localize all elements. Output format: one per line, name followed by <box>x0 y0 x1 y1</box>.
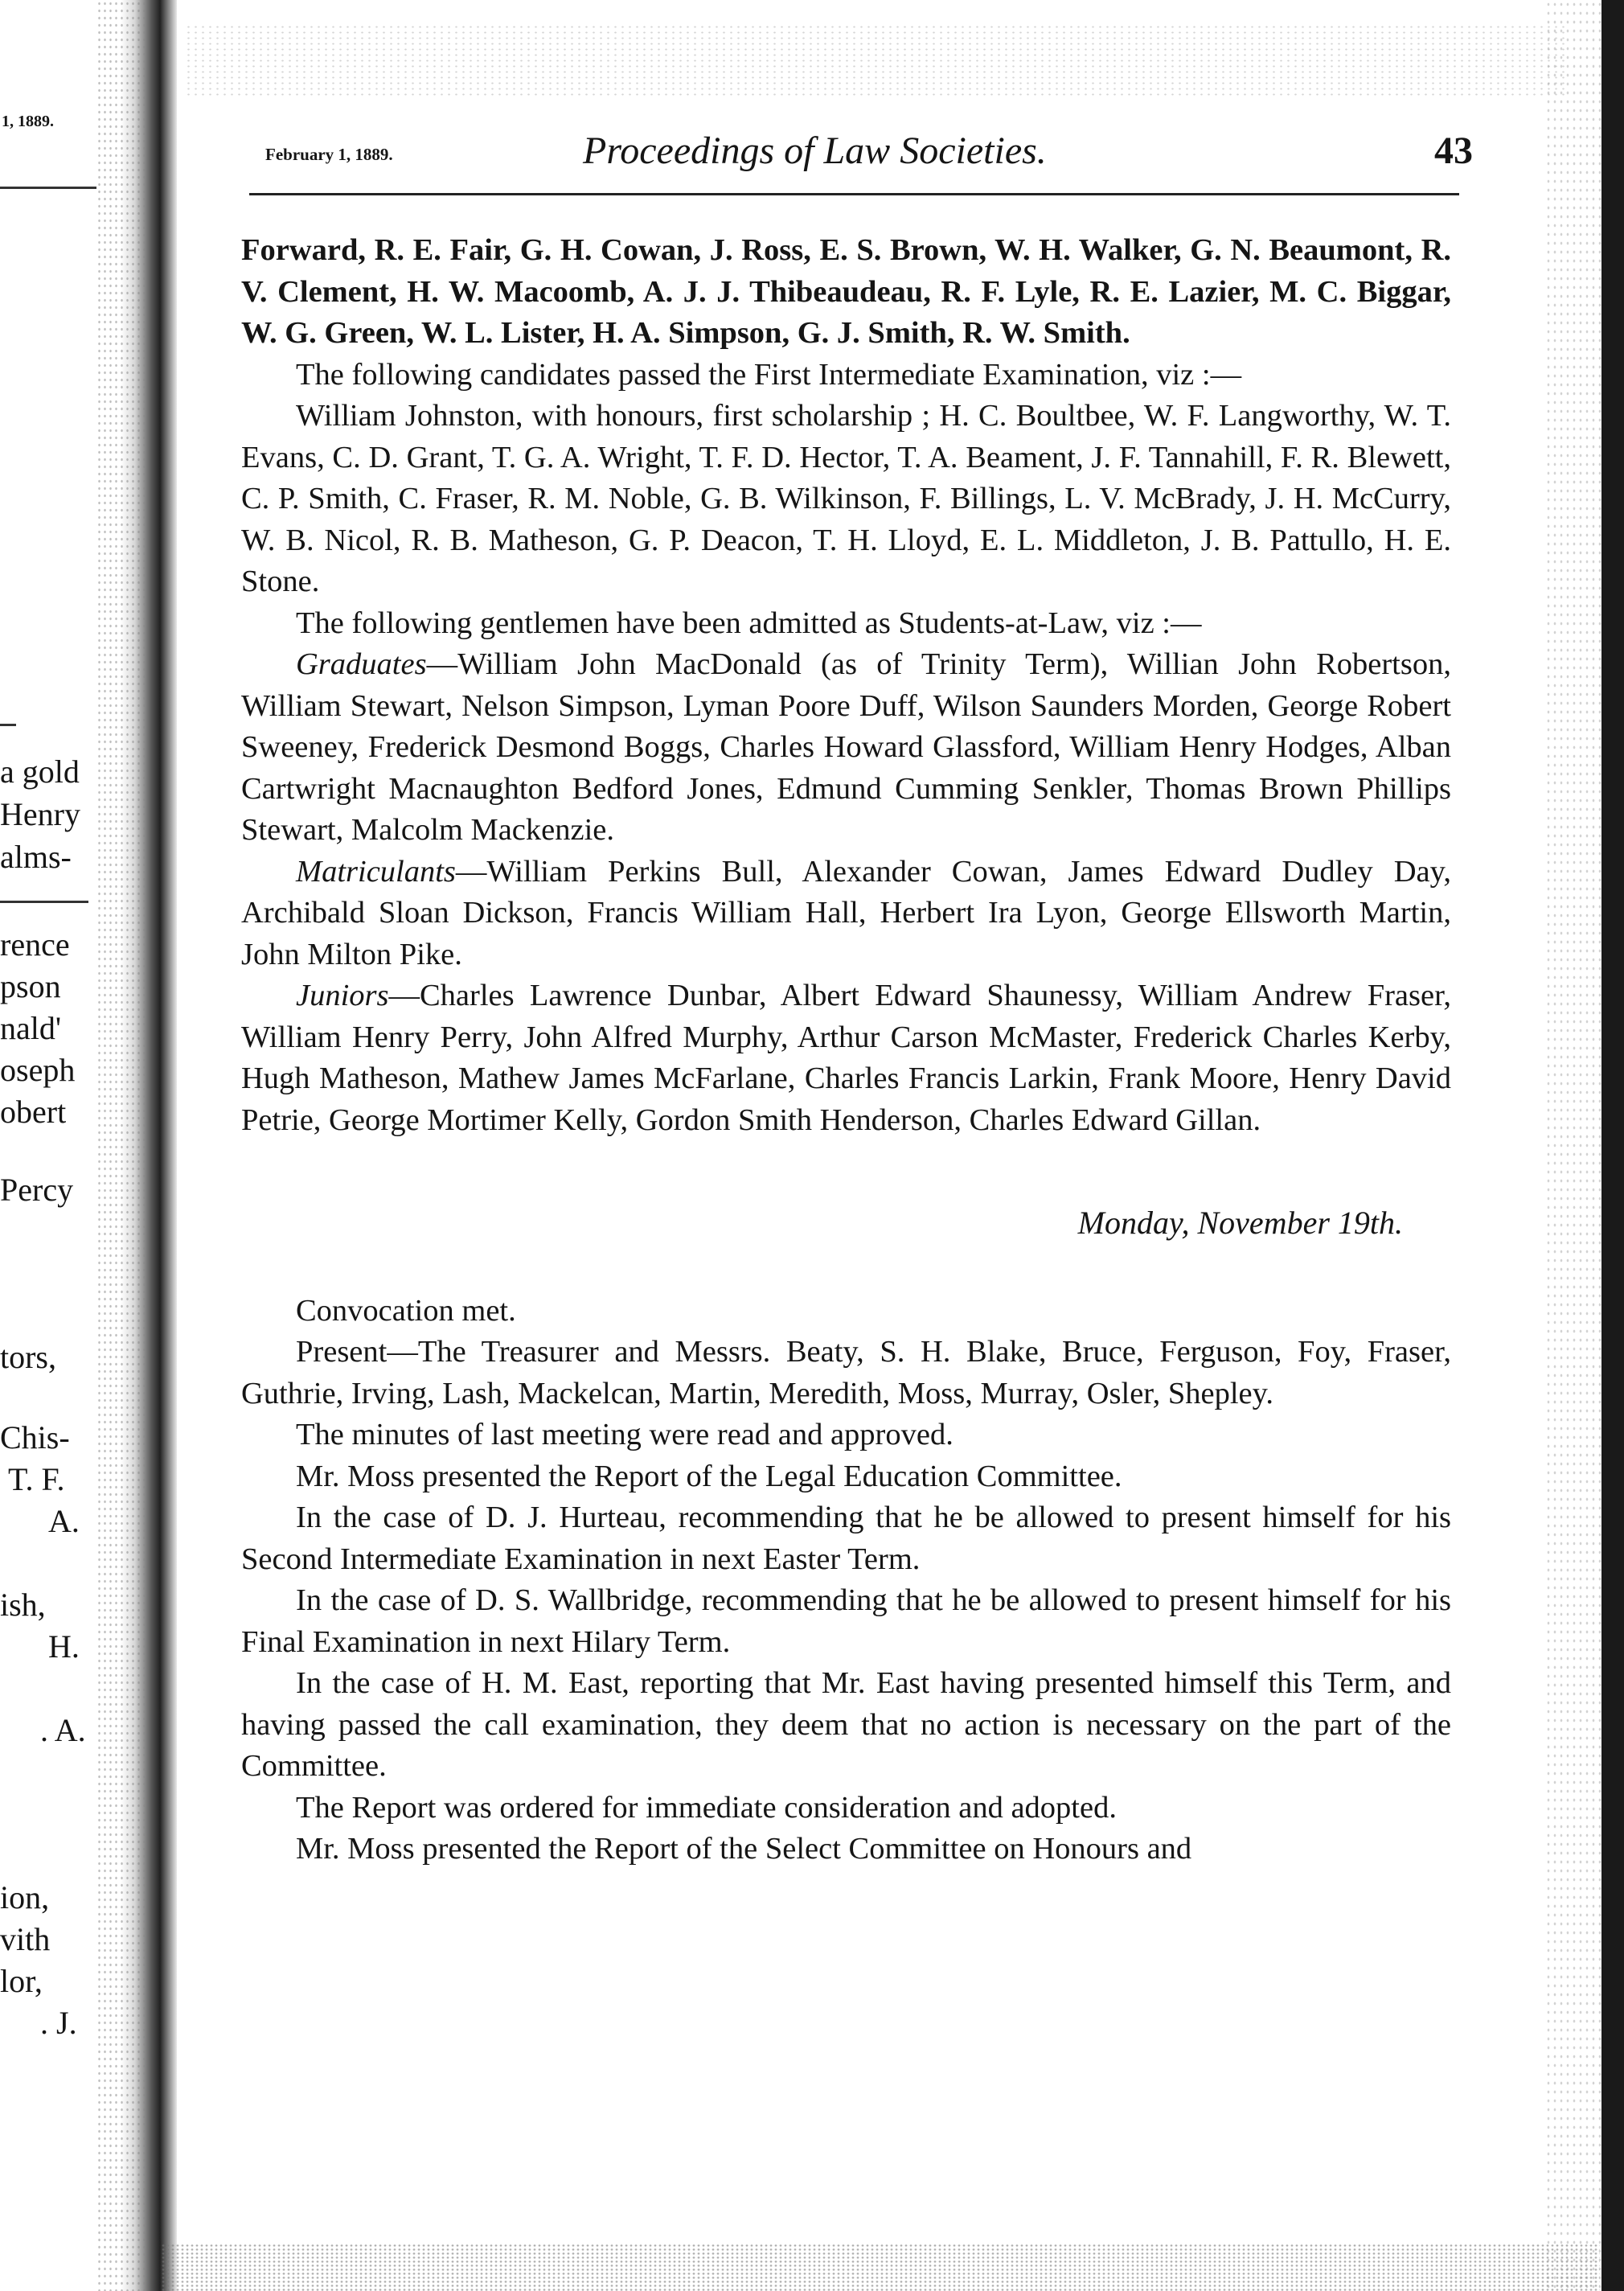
students-intro: The following gentlemen have been admitted as Students-at-Law, viz :— <box>296 606 1202 640</box>
previous-page-fragment: ish, <box>0 1587 46 1623</box>
forward-names-paragraph: Forward, R. E. Fair, G. H. Cowan, J. Ross, E. S. Brown, W. H. Walker, G. N. Beaumont, R. V. Clement, H. W. Macoomb, A. J. J. Thibeaudeau, R. F. Lyle, R. E. Lazier, M. C. Biggar, W. G. Green, W. L. Lister, H. A. Simpson, G. J. Smith, R. W. Smith. <box>241 233 1451 350</box>
matriculants-names: —William Perkins Bull, Alexander Cowan, James Edward Dudley Day, Archibald Sloan Dickson, Francis William Hall, Herbert Ira Lyon, George Ellsworth Martin, John Milton Pike. <box>241 854 1451 971</box>
graduates-names: —William John MacDonald (as of Trinity Term), Willian John Robertson, William Stewart, Nelson Simpson, Lyman Poore Duff, Wilson Saunders Morden, George Robert Sweeney, Frederick Desmond Boggs, Charles Howard Glassford, William Henry Hodges, Alban Cartwright Macnaughton Bedford Jones, Edmund Cumming Senkler, Thomas Brown Phillips Stewart, Malcolm Mackenzie. <box>241 647 1451 847</box>
top-edge-noise <box>185 24 1568 96</box>
juniors-label: Juniors <box>296 979 389 1012</box>
previous-page-rule <box>0 187 96 189</box>
header-date: February 1, 1889. <box>265 145 393 164</box>
page-title: Proceedings of Law Societies. <box>583 129 1047 172</box>
previous-page-fragment: lor, <box>0 1963 43 1999</box>
previous-page-tick <box>0 724 16 726</box>
previous-page-fragment: . J. <box>40 2005 77 2041</box>
matriculants-label: Matriculants <box>296 854 456 889</box>
previous-page-rule <box>0 901 88 903</box>
graduates-label: Graduates <box>296 647 427 681</box>
previous-page-fragment: rence <box>0 926 70 963</box>
first-intermediate-intro: The following candidates passed the First Intermediate Examination, viz :— <box>296 357 1242 392</box>
previous-page-fragment: tors, <box>0 1339 56 1375</box>
previous-page-fragment: . A. <box>40 1712 86 1748</box>
minutes-line: The minutes of last meeting were read and approved. <box>296 1418 953 1451</box>
previous-page-fragment: Percy <box>0 1172 74 1208</box>
case-hurteau: In the case of D. J. Hurteau, recommending that he be allowed to present himself for his Second Intermediate Examination in next Easter Term. <box>241 1501 1451 1576</box>
previous-page-fragment: obert <box>0 1094 67 1130</box>
report-adopted: The Report was ordered for immediate consideration and adopted. <box>296 1790 1117 1825</box>
convocation-line: Convocation met. <box>296 1293 516 1328</box>
previous-page-fragment: a gold <box>0 753 80 790</box>
legal-education-report: Mr. Moss presented the Report of the Legal Education Committee. <box>296 1459 1122 1493</box>
bottom-edge-noise <box>161 2244 1600 2291</box>
previous-page-fragment: vith <box>0 1921 51 1957</box>
present-paragraph: Present—The Treasurer and Messrs. Beaty, S. H. Blake, Bruce, Ferguson, Foy, Fraser, Guthrie, Irving, Lash, Mackelcan, Martin, Meredith, Moss, Murray, Osler, Shepley. <box>241 1335 1451 1410</box>
page-number: 43 <box>1434 129 1473 172</box>
previous-page-fragment: pson <box>0 968 61 1004</box>
previous-page-sliver <box>0 0 121 2291</box>
matriculants-paragraph <box>241 852 1451 976</box>
previous-page-fragment: oseph <box>0 1052 76 1088</box>
running-header <box>265 129 1471 177</box>
previous-page-fragment: Henry <box>0 796 80 832</box>
case-wallbridge: In the case of D. S. Wallbridge, recommending that he be allowed to present himself for his Final Examination in next Hilary Term. <box>241 1583 1451 1659</box>
previous-page-fragment: Chis- <box>0 1419 70 1455</box>
juniors-paragraph <box>241 975 1451 1141</box>
graduates-paragraph <box>241 644 1451 852</box>
previous-page-fragment: H. <box>48 1628 80 1665</box>
first-intermediate-names: William Johnston, with honours, first scholarship ; H. C. Boultbee, W. F. Langworthy, W. T. Evans, C. D. Grant, T. G. A. Wright, T. F. D. Hector, T. A. Beament, J. F. Tannahill, F. R. Blewett, C. P. Smith, C. Fraser, R. M. Noble, G. B. Wilkinson, F. Billings, L. V. McBrady, J. H. McCurry, W. B. Nicol, R. B. Matheson, G. P. Deacon, T. H. Lloyd, E. L. Middleton, J. B. Pattullo, H. E. Stone. <box>241 399 1451 598</box>
previous-page-fragment: A. <box>48 1503 80 1539</box>
header-rule <box>249 193 1459 195</box>
page-edge-shadow <box>1601 0 1624 2291</box>
previous-page-fragment: alms- <box>0 839 72 875</box>
juniors-names: —Charles Lawrence Dunbar, Albert Edward Shaunessy, William Andrew Fraser, William Henry Perry, John Alfred Murphy, Arthur Carson McMaster, Frederick Charles Kerby, Hugh Matheson, Mathew James McFarlane, Charles Francis Larkin, Frank Moore, Henry David Petrie, George Mortimer Kelly, Gordon Smith Henderson, Charles Edward Gillan. <box>241 979 1451 1137</box>
previous-page-fragment: T. F. <box>8 1461 65 1497</box>
page-body <box>241 230 1451 1870</box>
right-edge-noise <box>1545 0 1601 2291</box>
previous-page-header: 1, 1889. <box>2 113 54 130</box>
meeting-date: Monday, November 19th. <box>1077 1205 1403 1241</box>
case-east: In the case of H. M. East, reporting that Mr. East having presented himself this Term, and having passed the call examination, they deem that no action is necessary on the part of the Committee. <box>241 1666 1451 1783</box>
previous-page-fragment: ion, <box>0 1879 50 1915</box>
previous-page-fragment: nald' <box>0 1010 62 1046</box>
select-committee-report: Mr. Moss presented the Report of the Select Committee on Honours and <box>296 1832 1192 1866</box>
